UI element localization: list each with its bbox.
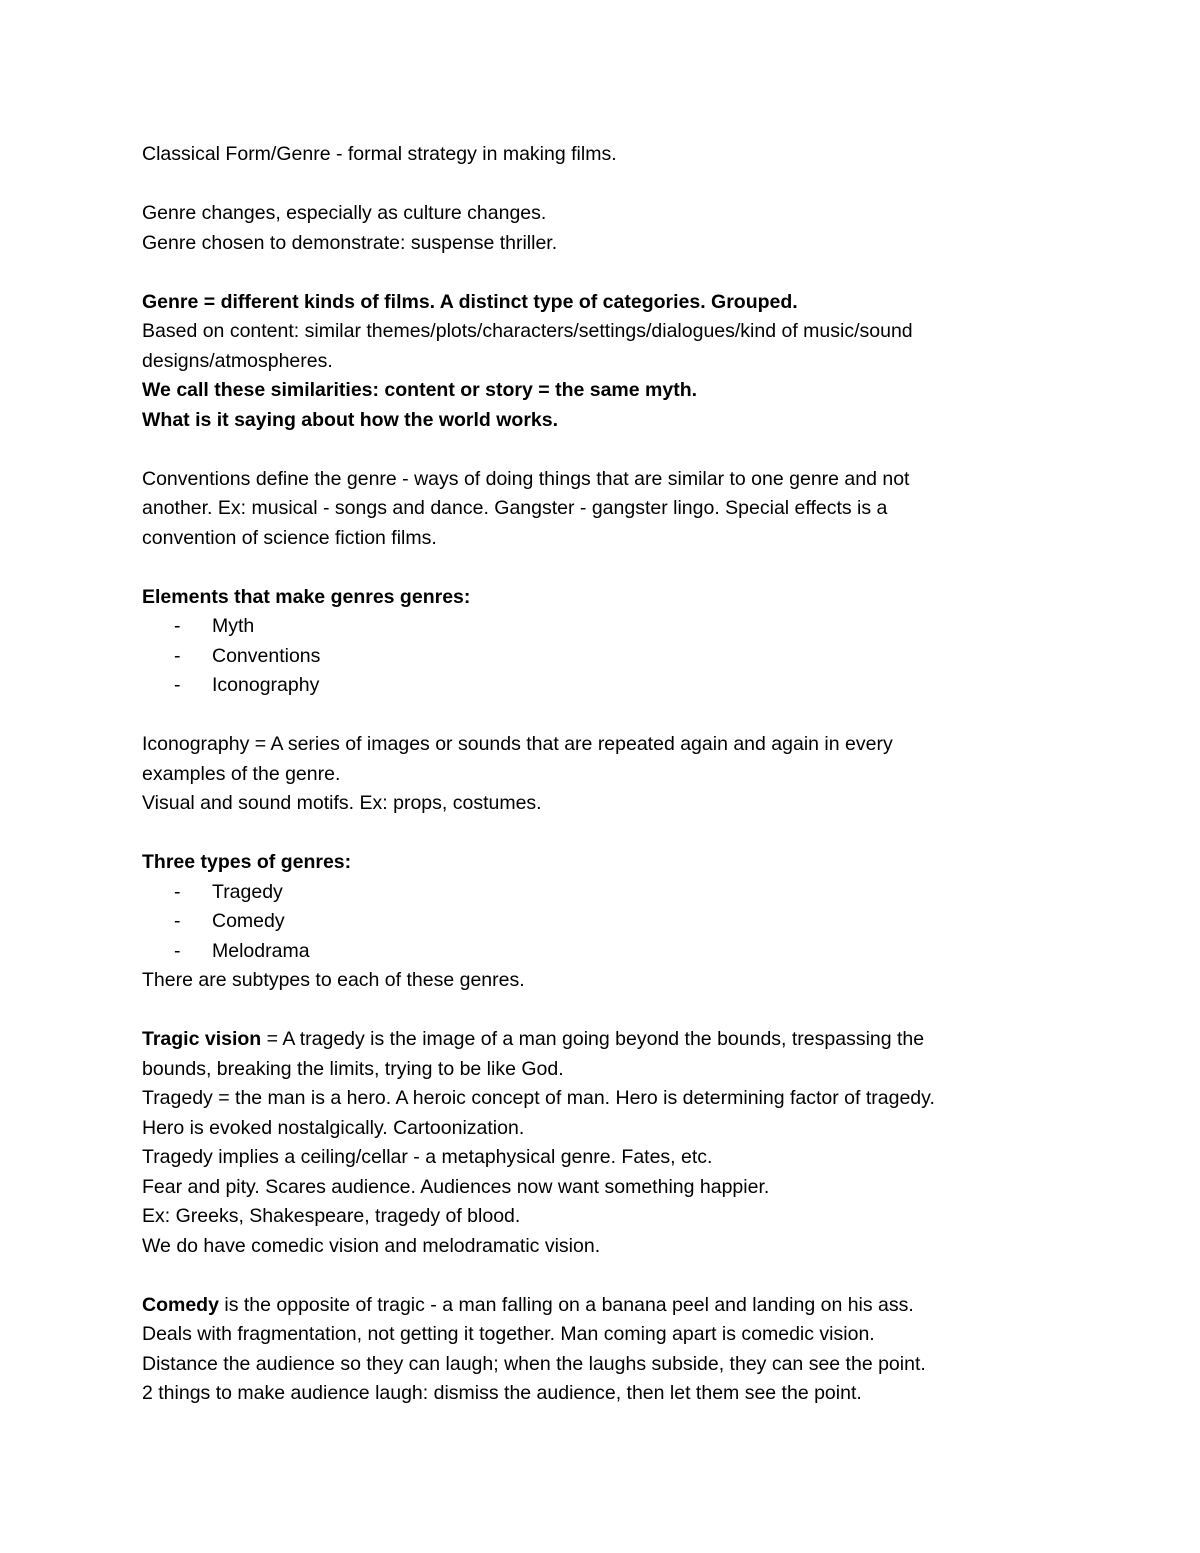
list-item	[142, 937, 1072, 967]
blank-line	[142, 1261, 1072, 1291]
tragic-line: Tragedy = the man is a hero. A heroic concept of man. Hero is determining factor of tragedy.	[142, 1087, 935, 1109]
bullet-dash: -	[174, 910, 181, 932]
blank-line	[142, 819, 1072, 849]
tragic-line: Fear and pity. Scares audience. Audiences now want something happier.	[142, 1175, 770, 1198]
comedy-line	[142, 1291, 1072, 1321]
list-item	[142, 907, 1072, 937]
list-item-label: Conventions	[212, 644, 321, 667]
blank-line	[142, 996, 1072, 1026]
tragic-line: Tragedy implies a ceiling/cellar - a metaphysical genre. Fates, etc.	[142, 1146, 713, 1168]
tragic-term: Tragic vision	[142, 1028, 262, 1050]
genre-content-line: Based on content: similar themes/plots/characters/settings/dialogues/kind of music/sound	[142, 320, 913, 342]
bullet-dash: -	[174, 644, 181, 667]
comedy-line: 2 things to make audience laugh: dismiss the audience, then let them see the point.	[142, 1382, 862, 1404]
types-heading: Three types of genres:	[142, 851, 352, 873]
genre-content-line: designs/atmospheres.	[142, 349, 333, 372]
document-page	[142, 140, 1072, 1409]
conventions-line: convention of science fiction films.	[142, 526, 437, 549]
tragic-line	[142, 1025, 1072, 1055]
blank-line	[142, 258, 1072, 288]
comedy-line: Deals with fragmentation, not getting it together. Man coming apart is comedic vision.	[142, 1323, 875, 1345]
tragic-definition: = A tragedy is the image of a man going beyond the bounds, trespassing the	[261, 1028, 925, 1050]
bullet-dash: -	[174, 674, 181, 696]
blank-line	[142, 435, 1072, 465]
iconography-line: Iconography = A series of images or sounds that are repeated again and again in every	[142, 733, 893, 755]
tragic-line: bounds, breaking the limits, trying to be like God.	[142, 1057, 564, 1080]
list-item	[142, 612, 1072, 642]
elements-heading: Elements that make genres genres:	[142, 585, 471, 608]
intro-line: Genre chosen to demonstrate: suspense thriller.	[142, 231, 558, 254]
genre-definition-heading: Genre = different kinds of films. A distinct type of categories. Grouped.	[142, 290, 798, 313]
comedy-definition: is the opposite of tragic - a man falling on a banana peel and landing on his ass.	[218, 1293, 914, 1316]
conventions-line: another. Ex: musical - songs and dance. Gangster - gangster lingo. Special effects is a	[142, 497, 888, 519]
types-list	[142, 878, 1072, 967]
iconography-line: Visual and sound motifs. Ex: props, costumes.	[142, 792, 542, 814]
intro-line: Classical Form/Genre - formal strategy in making films.	[142, 143, 617, 165]
blank-line	[142, 170, 1072, 200]
types-note: There are subtypes to each of these genres.	[142, 969, 525, 991]
intro-line: Genre changes, especially as culture changes.	[142, 202, 547, 224]
conventions-line: Conventions define the genre - ways of doing things that are similar to one genre and not	[142, 467, 910, 490]
tragic-line: We do have comedic vision and melodramatic vision.	[142, 1234, 601, 1257]
blank-line	[142, 701, 1072, 731]
myth-statement: We call these similarities: content or story = the same myth.	[142, 379, 698, 401]
list-item-label: Iconography	[212, 674, 320, 696]
list-item-label: Melodrama	[212, 939, 310, 962]
blank-line	[142, 553, 1072, 583]
bullet-dash: -	[174, 615, 181, 637]
bullet-dash: -	[174, 939, 181, 962]
comedy-line: Distance the audience so they can laugh; when the laughs subside, they can see the point.	[142, 1352, 926, 1375]
world-statement: What is it saying about how the world works.	[142, 408, 559, 431]
tragic-line: Hero is evoked nostalgically. Cartoonization.	[142, 1116, 525, 1139]
list-item	[142, 642, 1072, 672]
list-item-label: Comedy	[212, 910, 285, 932]
list-item	[142, 671, 1072, 701]
list-item-label: Tragedy	[212, 880, 283, 903]
list-item	[142, 878, 1072, 908]
iconography-line: examples of the genre.	[142, 762, 341, 785]
elements-list	[142, 612, 1072, 701]
comedy-term: Comedy	[142, 1293, 219, 1316]
bullet-dash: -	[174, 880, 181, 903]
tragic-line: Ex: Greeks, Shakespeare, tragedy of blood.	[142, 1205, 521, 1227]
list-item-label: Myth	[212, 615, 255, 637]
